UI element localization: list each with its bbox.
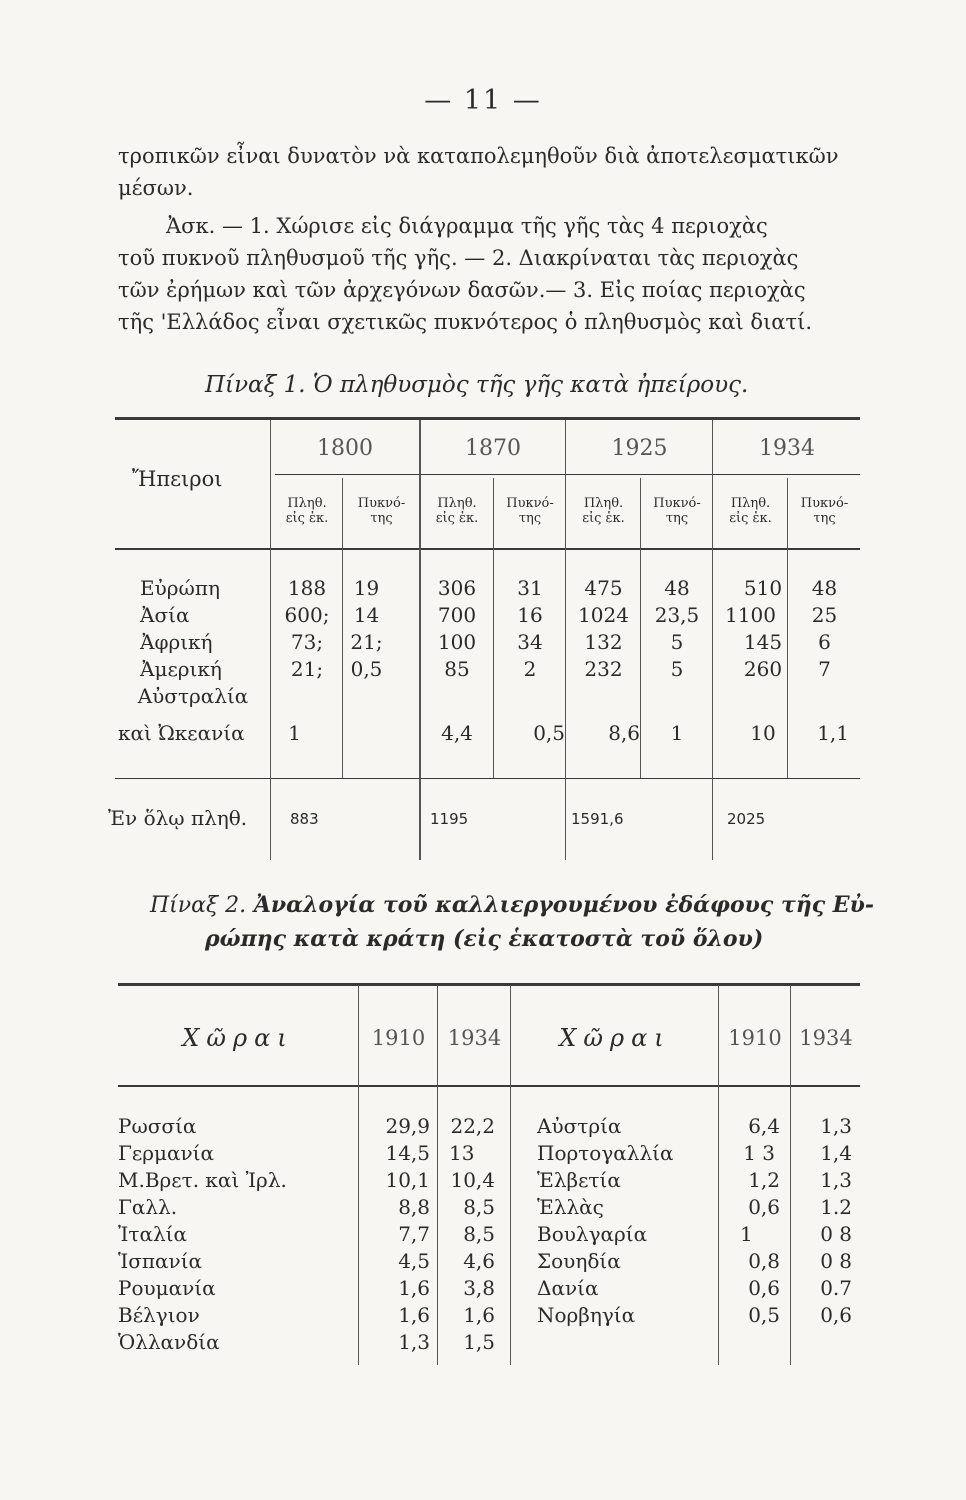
table-cell: 2 [523, 657, 537, 681]
table-cell: 0,6 [748, 1195, 780, 1219]
table2-caption: Πίναξ 2. Ἀναλογία τοῦ καλλιεργουμένου ἐδάφους τῆς Εὐ- [150, 892, 874, 918]
table-cell: 4,5 [398, 1249, 430, 1273]
table-cell: 0,6 [748, 1276, 780, 1300]
table-cell: 0,5 [748, 1303, 780, 1327]
table-cell: 1,3 [820, 1168, 852, 1192]
country-name: Νορβηγία [537, 1303, 636, 1327]
country-name: Ἱσπανία [118, 1249, 203, 1273]
table-cell: 1,3 [820, 1114, 852, 1138]
table-cell: 1.2 [820, 1195, 852, 1219]
table-rule [118, 983, 860, 986]
subheader-density: Πυκνό- της [800, 496, 849, 526]
country-name: Γερμανία [118, 1141, 215, 1165]
total-cell: 1591,6 [571, 810, 624, 828]
year-header: 1910 [728, 1026, 782, 1050]
table-cell: 16 [517, 603, 543, 627]
text-line: τῶν ἐρήμων καὶ τῶν ἀρχεγόνων δασῶν.— 3. Εἰς ποίας περιοχὰς [118, 278, 806, 302]
table-cell: 1 3 [743, 1141, 775, 1165]
total-label: Ἐν ὅλῳ πληθ. [108, 806, 248, 830]
table-cell: 260 [743, 657, 783, 681]
table-cell: 0,5 [533, 721, 565, 745]
table-cell: 1 [670, 721, 684, 745]
table-cell: 7 [818, 657, 831, 681]
country-name: Γαλλ. [118, 1195, 178, 1219]
table-rule [275, 474, 860, 475]
subheader-population: Πληθ. εἰς ἑκ. [435, 496, 479, 526]
table-cell: 3,8 [463, 1276, 495, 1300]
total-cell: 1195 [430, 810, 469, 828]
table-cell: 0,8 [748, 1249, 780, 1273]
text-line: τοῦ πυκνοῦ πληθυσμοῦ τῆς γῆς. — 2. Διακρίναται τὰς περιοχὰς [118, 246, 799, 270]
subheader-density: Πυκνό- της [506, 496, 554, 526]
table-cell: 0,6 [820, 1303, 852, 1327]
year-header: 1910 [371, 1026, 426, 1050]
table-cell: 85 [444, 657, 470, 681]
table-rule [712, 420, 713, 860]
table-rule [493, 478, 494, 778]
table-cell: 5 [670, 657, 684, 681]
table-cell: 10,1 [385, 1168, 430, 1192]
table-cell: 100 [437, 630, 477, 654]
table-cell: 8,5 [463, 1222, 495, 1246]
table-cell: 8,8 [398, 1195, 430, 1219]
row-label: Ἀσία [140, 603, 190, 627]
table-rule [790, 985, 791, 1365]
table-cell: 14,5 [385, 1141, 430, 1165]
table-cell: 0,5 [350, 657, 383, 681]
table-rule [115, 778, 860, 779]
continent-header: Ἤπειροι [132, 467, 223, 491]
row-label: Ἀμερική [140, 657, 222, 681]
table-cell: 21; [290, 657, 324, 681]
table-rule [718, 985, 719, 1365]
subheader-population: Πληθ. εἰς ἑκ. [285, 496, 329, 526]
text-line: Ἀσκ. — 1. Χώρισε εἰς διάγραμμα τῆς γῆς τὰς 4 περιοχὰς [166, 214, 768, 238]
table-rule [437, 985, 438, 1365]
table-cell: 14 [353, 603, 380, 627]
subheader-density: Πυκνό- της [357, 496, 406, 526]
total-cell: 883 [290, 810, 319, 828]
table-cell: 21; [350, 630, 383, 654]
year-header: 1870 [465, 436, 521, 461]
row-label: Εὐρώπη [140, 576, 220, 600]
table-cell: 29,9 [385, 1114, 430, 1138]
table-cell: 1,4 [820, 1141, 852, 1165]
table-cell: 0 8 [820, 1222, 852, 1246]
country-name: Ἑλλὰς [537, 1195, 604, 1219]
page-number: — 11 — [424, 85, 542, 116]
year-header: 1934 [799, 1026, 853, 1050]
table-cell: 10 [750, 721, 776, 745]
year-header: 1925 [611, 436, 668, 461]
subheader-density: Πυκνό- της [653, 496, 701, 526]
table-rule [118, 1085, 860, 1087]
table-cell: 1,1 [817, 721, 849, 745]
table-cell: 145 [743, 630, 783, 654]
total-cell: 2025 [727, 810, 766, 828]
table-rule [358, 985, 359, 1365]
row-label: Αὐστραλία [137, 684, 249, 708]
row-label: Ἀφρική [140, 630, 213, 654]
table-cell: 1,2 [748, 1168, 780, 1192]
country-name: Σουηδία [537, 1249, 621, 1273]
table-cell: 6,4 [748, 1114, 780, 1138]
table-rule [115, 548, 860, 550]
table-cell: 1 [288, 721, 301, 745]
country-name: Βουλγαρία [537, 1222, 648, 1246]
country-name: Ρωσσία [118, 1114, 197, 1138]
table-cell: 19 [353, 576, 380, 600]
country-header: Χῶραι [559, 1024, 671, 1052]
table-cell: 73; [290, 630, 324, 654]
table-cell: 1,5 [463, 1330, 495, 1354]
country-name: Ἰταλία [118, 1222, 188, 1246]
table-cell: 1024 [578, 603, 629, 627]
table-cell: 700 [437, 603, 477, 627]
subheader-population: Πληθ. εἰς ἑκ. [582, 496, 625, 526]
table-cell: 6 [818, 630, 831, 654]
table-cell: 25 [811, 603, 838, 627]
subheader-population: Πληθ. εἰς ἑκ. [729, 496, 772, 526]
table-cell: 1,6 [463, 1303, 495, 1327]
table-cell: 510 [743, 576, 783, 600]
table-cell: 22,2 [450, 1114, 495, 1138]
text-line: τῆς 'Ελλάδος εἶναι σχετικῶς πυκνότερος ὁ πληθυσμὸς καὶ διατί. [118, 310, 813, 334]
country-name: Ὁλλανδία [118, 1330, 220, 1354]
table-cell: 13 [449, 1141, 475, 1165]
table-cell: 188 [287, 576, 327, 600]
table-cell: 1,6 [398, 1303, 430, 1327]
table-cell: 4,6 [463, 1249, 495, 1273]
table-cell: 1,3 [398, 1330, 430, 1354]
table-rule [565, 420, 566, 860]
table-cell: 34 [517, 630, 543, 654]
table-rule [342, 478, 343, 778]
row-label: καὶ Ὠκεανία [118, 721, 245, 745]
table-cell: 232 [584, 657, 623, 681]
table-cell: 0.7 [820, 1276, 852, 1300]
table-cell: 1100 [725, 603, 776, 627]
text-line: μέσων. [118, 176, 194, 200]
country-name: Αὐστρία [537, 1114, 622, 1138]
intro-paragraph [118, 140, 870, 204]
table-cell: 1,6 [398, 1276, 430, 1300]
country-name: Ἑλβετία [537, 1168, 621, 1192]
table-cell: 1 [740, 1222, 753, 1246]
table-cell: 8,5 [463, 1195, 495, 1219]
table-cell: 48 [811, 576, 838, 600]
table-cell: 132 [584, 630, 623, 654]
year-header: 1934 [759, 436, 815, 461]
table-rule [510, 985, 511, 1365]
table2-caption-line2: ρώπης κατὰ κράτη (εἰς ἑκατοστὰ τοῦ ὅλου) [205, 926, 764, 952]
table-cell: 10,4 [450, 1168, 495, 1192]
table-cell: 600; [284, 603, 330, 627]
table-rule [640, 478, 641, 778]
country-header: Χῶραι [182, 1024, 294, 1052]
table-cell: 23,5 [654, 603, 700, 627]
table-rule [115, 417, 860, 420]
year-header: 1800 [317, 436, 373, 461]
table-cell: 7,7 [398, 1222, 430, 1246]
exercise-paragraph [118, 210, 870, 338]
table1-caption: Πίναξ 1. Ὁ πληθυσμὸς τῆς γῆς κατὰ ἠπείρους. [205, 372, 749, 398]
country-name: Μ.Βρετ. καὶ Ἰρλ. [118, 1168, 287, 1192]
table-cell: 8,6 [608, 721, 640, 745]
table-rule [270, 420, 271, 860]
country-name: Δανία [537, 1276, 599, 1300]
table-cell: 48 [664, 576, 690, 600]
text-line: τροπικῶν εἶναι δυνατὸν νὰ καταπολεμηθοῦν διὰ ἀποτελεσματικῶν [118, 144, 839, 168]
table-cell: 306 [437, 576, 477, 600]
table-cell: 0 8 [820, 1249, 852, 1273]
country-name: Βέλγιον [118, 1303, 200, 1327]
table-cell: 31 [517, 576, 543, 600]
year-header: 1934 [447, 1026, 502, 1050]
table-cell: 5 [670, 630, 684, 654]
country-name: Ρουμανία [118, 1276, 216, 1300]
table-cell: 475 [584, 576, 623, 600]
table-cell: 4,4 [441, 721, 473, 745]
country-name: Πορτογαλλία [537, 1141, 674, 1165]
